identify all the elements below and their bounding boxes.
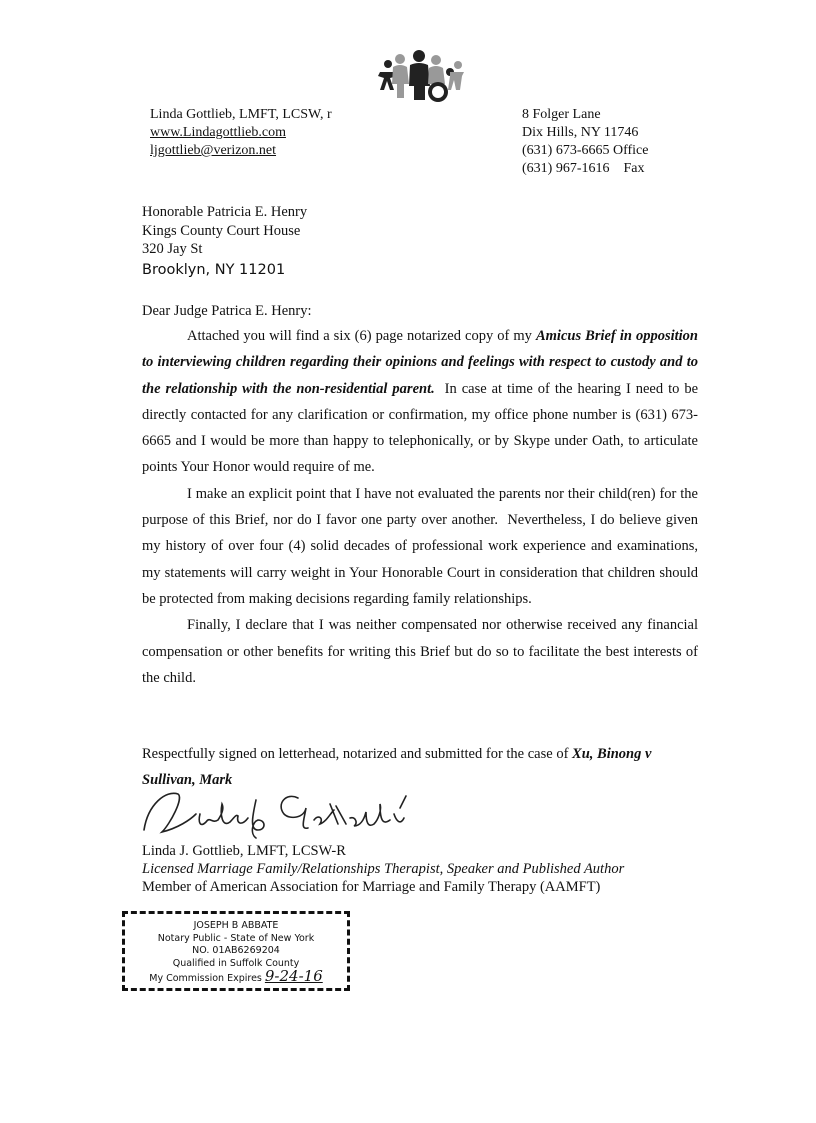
- paragraph-3: Finally, I declare that I was neither compensated nor otherwise received any financial compensation or other benefits for writing this Brief but do so to facilitate the best interests of the child.: [142, 617, 698, 686]
- letter-body: [142, 323, 702, 691]
- signer-membership: Member of American Association for Marriage and Family Therapy (AAMFT): [142, 879, 601, 895]
- notary-expiry: My Commission Expires 9-24-16: [149, 967, 323, 986]
- notary-qualified: Qualified in Suffolk County: [172, 957, 300, 969]
- signer-title: Licensed Marriage Family/Relationships Therapist, Speaker and Published Author: [142, 861, 625, 877]
- closing-statement: Respectfully signed on letterhead, notarized and submitted for the case of Xu, Binong v Sullivan, Mark: [142, 746, 652, 788]
- brief-title: Amicus Brief in opposition to interviewing children regarding their opinions and feelings with respect to custody and to the relationship with the non-residential parent.: [142, 328, 698, 397]
- notary-expiry-date: 9-24-16: [264, 967, 323, 986]
- case-name: Xu, Binong v Sullivan, Mark: [142, 746, 652, 788]
- sender-name: Linda Gottlieb, LMFT, LCSW, r: [150, 107, 332, 122]
- notary-title: Notary Public - State of New York: [157, 932, 315, 944]
- signer-name: Linda J. Gottlieb, LMFT, LCSW-R: [142, 843, 346, 859]
- email-link[interactable]: ljgottlieb@verizon.net: [150, 143, 277, 158]
- recipient-court: Kings County Court House: [142, 222, 301, 239]
- signature-block: [142, 842, 624, 896]
- letterhead-contact: [150, 106, 332, 160]
- family-logo-icon: [376, 50, 466, 104]
- notary-name: JOSEPH B ABBATE: [193, 920, 279, 931]
- recipient-city: Brooklyn, NY 11201: [142, 261, 286, 278]
- recipient-address: [142, 203, 307, 281]
- paragraph-2: I make an explicit point that I have not evaluated the parents nor their child(ren) for the purpose of this Brief, nor do I favor one party over another. Nevertheless, I do believe given my history of over four (4) solid decades of professional work experience and examinations, my statements will carry weight in Your Honorable Court in consideration that children should be protected from making decisions regarding family relationships.: [142, 485, 702, 607]
- recipient-name: Honorable Patricia E. Henry: [142, 204, 308, 220]
- sender-city: Dix Hills, NY 11746: [522, 125, 639, 140]
- paragraph-1: Attached you will find a six (6) page notarized copy of my Amicus Brief in opposition to interviewing children regarding their opinions and feelings with respect to custody and to the relationship with the non-residential parent. In case at time of the hearing I need to be directly contacted for any clarification or confirmation, my office phone number is (631) 673-6665 and I would be more than happy to telephonically, or by Skype under Oath, to articulate points Your Honor would require of me.: [142, 328, 702, 476]
- office-phone: (631) 673-6665 Office: [522, 143, 649, 158]
- notary-number: NO. 01AB6269204: [192, 945, 280, 957]
- letterhead-address: [522, 106, 649, 178]
- handwritten-signature: [138, 784, 428, 840]
- notary-stamp: [122, 911, 350, 991]
- website-link[interactable]: www.Lindagottlieb.com: [150, 125, 286, 140]
- fax-number: (631) 967-1616 Fax: [522, 161, 645, 176]
- recipient-street: 320 Jay St: [142, 241, 203, 257]
- sender-street: 8 Folger Lane: [522, 107, 601, 122]
- salutation: Dear Judge Patrica E. Henry:: [142, 303, 312, 319]
